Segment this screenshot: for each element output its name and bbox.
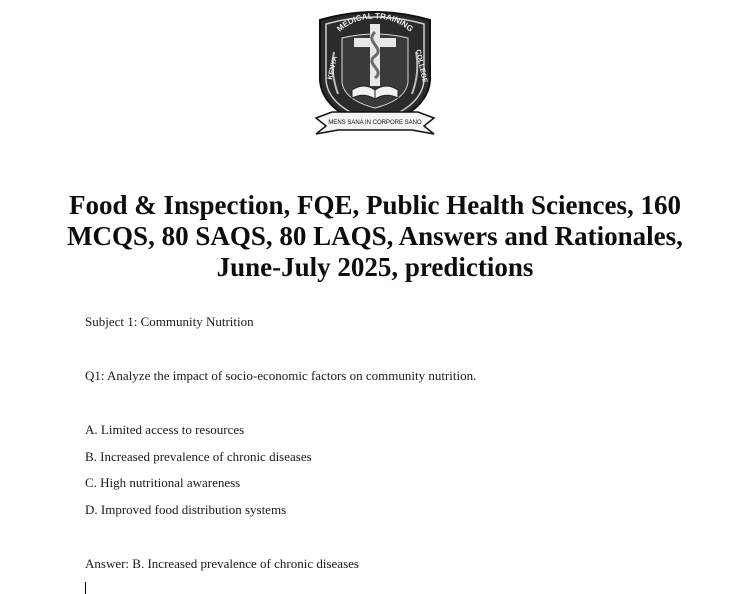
option-a: A. Limited access to resources — [85, 422, 245, 437]
text-cursor[interactable] — [85, 582, 86, 594]
college-logo — [312, 2, 438, 138]
option-c: C. High nutritional awareness — [85, 475, 241, 490]
answer-text: Answer: B. Increased prevalence of chronic diseases — [85, 556, 359, 571]
subject-heading: Subject 1: Community Nutrition — [85, 314, 254, 329]
option-b: B. Increased prevalence of chronic diseases — [85, 449, 312, 464]
logo-top-text: MEDICAL TRAINING — [335, 11, 415, 34]
document-title: Food & Inspection, FQE, Public Health Sciences, 160 MCQS, 80 SAQS, 80 LAQS, Answers and Rationales, June-July 2025, predictions — [67, 190, 683, 282]
question-text: Q1: Analyze the impact of socio-economic factors on community nutrition. — [85, 368, 477, 383]
option-d: D. Improved food distribution systems — [85, 502, 287, 517]
logo-left-text: KENYA — [327, 55, 339, 81]
logo-right-text: COLLEGE — [414, 48, 428, 84]
logo-motto: MENS SANA IN CORPORE SANO — [328, 120, 422, 126]
